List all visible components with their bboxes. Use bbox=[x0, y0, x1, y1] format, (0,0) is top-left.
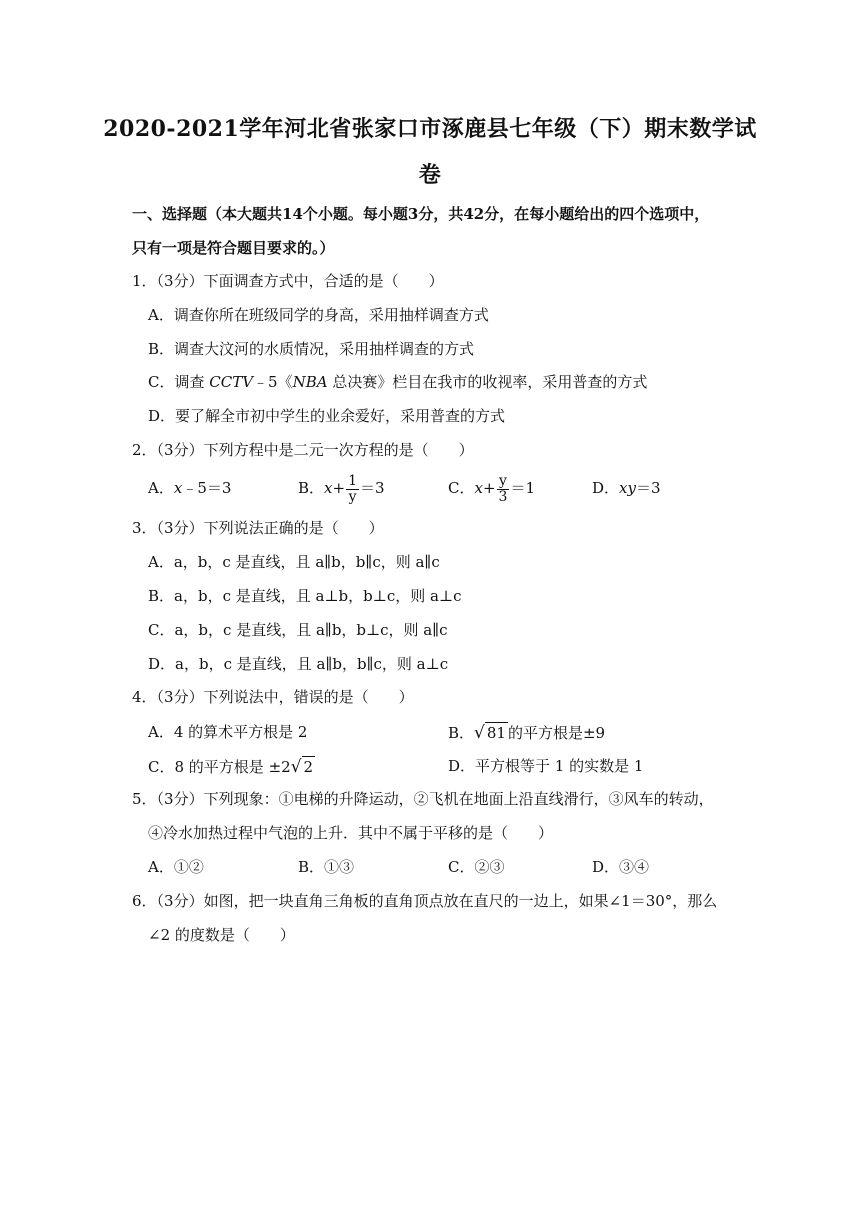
q4-option-b-label: B． bbox=[448, 724, 475, 742]
q2-option-c-label: C． bbox=[448, 479, 475, 497]
q4-stem: 4．（3分）下列说法中，错误的是（ ） bbox=[132, 688, 414, 706]
section-heading-line2: 只有一项是符合题目要求的。） bbox=[132, 239, 335, 257]
q5-stem-line1: 5．（3分）下列现象：①电梯的升降运动，②飞机在地面上沿直线滑行，③风车的转动， bbox=[132, 790, 714, 808]
q2-option-c-rest: ＝1 bbox=[510, 479, 535, 497]
q2-option-c bbox=[448, 468, 535, 508]
q1-option-b: B．调查大汶河的水质情况，采用抽样调查的方式 bbox=[148, 340, 475, 358]
q1-stem: 1．（3分）下面调查方式中，合适的是（ ） bbox=[132, 272, 444, 290]
q2-option-c-var: x bbox=[474, 479, 483, 497]
q6-stem-line1: 6．（3分）如图，把一块直角三角板的直角顶点放在直尺的一边上，如果∠1＝30°，那么 bbox=[132, 892, 718, 910]
q1-option-c bbox=[148, 372, 647, 392]
q2-option-a-label: A． bbox=[148, 479, 174, 497]
q2-option-d bbox=[592, 478, 661, 498]
q4-option-b-radicand: 81 bbox=[486, 724, 506, 742]
q1-option-c-suffix: 总决赛》栏目在我市的收视率，采用普查的方式 bbox=[327, 373, 648, 391]
q2-option-d-rest: ＝3 bbox=[635, 479, 661, 497]
q4-option-c-radicand: 2 bbox=[303, 758, 314, 776]
q2-option-c-plus: + bbox=[482, 479, 496, 497]
q4-option-c-label: C．8 的平方根是 bbox=[148, 758, 269, 776]
q1-option-a: A．调查你所在班级同学的身高，采用抽样调查方式 bbox=[148, 306, 489, 324]
q3-option-d: D．a，b，c 是直线，且 a∥b，b∥c，则 a⊥c bbox=[148, 655, 449, 673]
q5-stem-line2: ④冷水加热过程中气泡的上升．其中不属于平移的是（ ） bbox=[148, 824, 554, 842]
q3-option-a: A．a，b，c 是直线，且 a∥b，b∥c，则 a∥c bbox=[148, 553, 440, 571]
q4-option-b bbox=[448, 722, 605, 743]
q4-option-d: D．平方根等于 1 的实数是 1 bbox=[448, 757, 644, 775]
q2-option-b-numerator: 1 bbox=[348, 472, 357, 489]
q4-option-a: A．4 的算术平方根是 2 bbox=[148, 723, 308, 741]
sqrt-symbol-icon: √ bbox=[290, 757, 302, 777]
q2-option-c-numerator: y bbox=[497, 474, 510, 490]
q2-option-c-fraction bbox=[497, 474, 510, 505]
q2-option-a bbox=[148, 478, 231, 498]
q3-option-b: B．a，b，c 是直线，且 a⊥b，b⊥c，则 a⊥c bbox=[148, 587, 462, 605]
q2-option-d-var: xy bbox=[619, 479, 636, 497]
q1-option-c-cctv: CCTV bbox=[209, 373, 254, 391]
q2-option-a-rest: ﹣5＝3 bbox=[182, 479, 232, 497]
q3-option-c: C．a，b，c 是直线，且 a∥b，b⊥c，则 a∥c bbox=[148, 621, 448, 639]
exam-title-line2: 卷 bbox=[418, 162, 442, 188]
q2-option-b-denominator: y bbox=[348, 488, 357, 505]
q5-option-c: C．②③ bbox=[448, 858, 505, 876]
q1-option-c-prefix: C．调查 bbox=[148, 373, 210, 391]
q4-option-c-pm: ±2 bbox=[268, 758, 291, 776]
q4-option-b-rest: 的平方根是±9 bbox=[507, 724, 606, 742]
q2-option-b bbox=[298, 468, 385, 508]
exam-title-line1: 2020-2021学年河北省张家口市涿鹿县七年级（下）期末数学试 bbox=[103, 116, 757, 142]
q3-stem: 3．（3分）下列说法正确的是（ ） bbox=[132, 519, 384, 537]
section-heading-line1: 一、选择题（本大题共14个小题。每小题3分，共42分，在每小题给出的四个选项中， bbox=[132, 205, 710, 223]
q2-option-a-var: x bbox=[173, 479, 183, 497]
q5-option-b: B．①③ bbox=[298, 858, 355, 876]
q2-option-c-denominator: 3 bbox=[498, 488, 508, 505]
q2-option-b-var: x bbox=[324, 479, 333, 497]
q1-option-d: D．要了解全市初中学生的业余爱好，采用普查的方式 bbox=[148, 407, 506, 425]
q2-option-b-plus: + bbox=[332, 479, 346, 497]
q5-option-a: A．①② bbox=[148, 858, 204, 876]
q2-option-b-rest: ＝3 bbox=[360, 479, 385, 497]
q2-stem: 2．（3分）下列方程中是二元一次方程的是（ ） bbox=[132, 441, 474, 459]
q1-option-c-nba: NBA bbox=[292, 373, 328, 391]
sqrt-symbol-icon: √ bbox=[474, 723, 485, 743]
q5-option-d: D．③④ bbox=[592, 858, 650, 876]
q1-option-c-mid: ﹣5《 bbox=[253, 373, 293, 391]
q2-option-b-label: B． bbox=[298, 479, 325, 497]
q6-stem-line2: ∠2 的度数是（ ） bbox=[148, 926, 295, 944]
q4-option-c bbox=[148, 756, 315, 777]
q2-option-b-fraction bbox=[346, 474, 359, 505]
q2-option-d-label: D． bbox=[592, 479, 620, 497]
